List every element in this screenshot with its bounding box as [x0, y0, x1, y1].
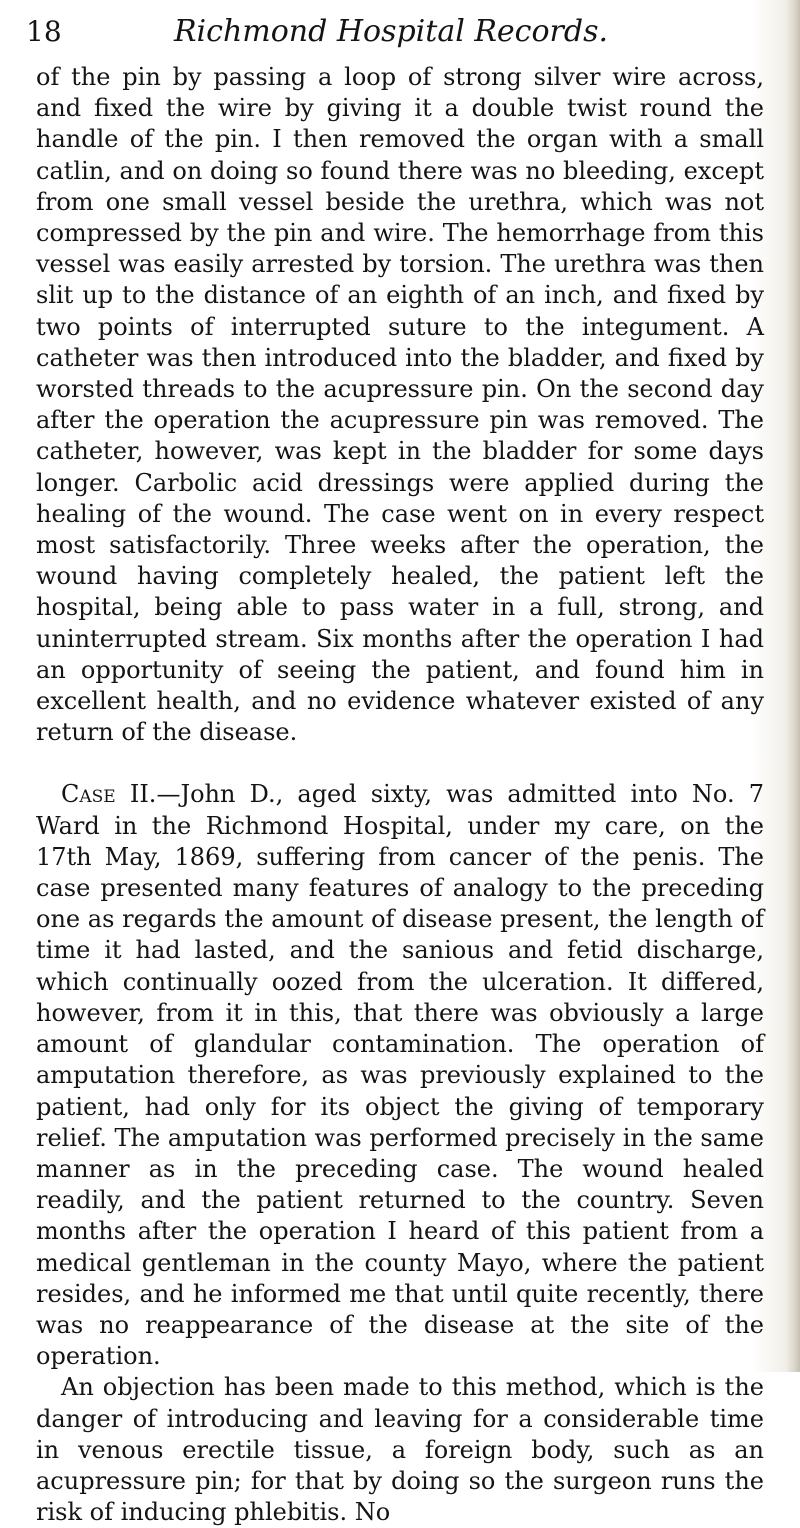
paragraph-objection: An objection has been made to this method, which is the danger of introducing and leaving for a considerable time in venous erectile tissue, a foreign body, such as an acupressure pin; for that by doing so the surgeon runs the risk of inducing phlebitis. No [36, 1373, 764, 1527]
paragraph-case-two [36, 779, 764, 1372]
paragraph-case-one-continued: of the pin by passing a loop of strong silver wire across, and fixed the wire by giving it a double twist round the handle of the pin. I then removed the organ with a small catlin, and on doing so found there was no bleeding, except from one small vessel beside the urethra, which was not compressed by the pin and wire. The hemorrhage from this vessel was easily arrested by torsion. The urethra was then slit up to the distance of an eighth of an inch, and fixed by two points of interrupted suture to the integument. A catheter was then introduced into the bladder, and fixed by worsted threads to the acupressure pin. On the second day after the operation the acupressure pin was removed. The catheter, however, was kept in the bladder for some days longer. Carbolic acid dressings were applied during the healing of the wound. The case went on in every respect most satisfactorily. Three weeks after the operation, the wound having completely healed, the patient left the hospital, being able to pass water in a full, strong, and uninterrupted stream. Six months after the operation I had an opportunity of seeing the patient, and found him in excellent health, and no evidence whatever existed of any return of the disease. [36, 63, 764, 747]
page-header [26, 12, 756, 52]
running-title: Richmond Hospital Records. [173, 14, 609, 49]
page-number: 18 [26, 15, 62, 48]
case-two-text: —John D., aged sixty, was admitted into No. 7 Ward in the Richmond Hospital, under my care, on the 17th May, 1869, suffering from cancer of the penis. The case presented many features of analogy to the preceding one as regards the amount of disease present, the length of time it had lasted, and the sanious and fetid discharge, which continually oozed from the ulceration. It differed, however, from it in this, that there was obviously a large amount of glandular contamination. The operation of amputation therefore, as was previously explained to the patient, had only for its object the giving of temporary relief. The amputation was performed precisely in the same manner as in the preceding case. The wound healed readily, and the patient returned to the country. Seven months after the operation I heard of this patient from a medical gentleman in the county Mayo, where the patient resides, and he informed me that until quite recently, there was no reappearance of the disease at the site of the operation. [36, 780, 764, 1371]
body-text [36, 62, 764, 1528]
page-edge-shadow [786, 0, 800, 1372]
case-heading: Case II. [61, 780, 157, 809]
